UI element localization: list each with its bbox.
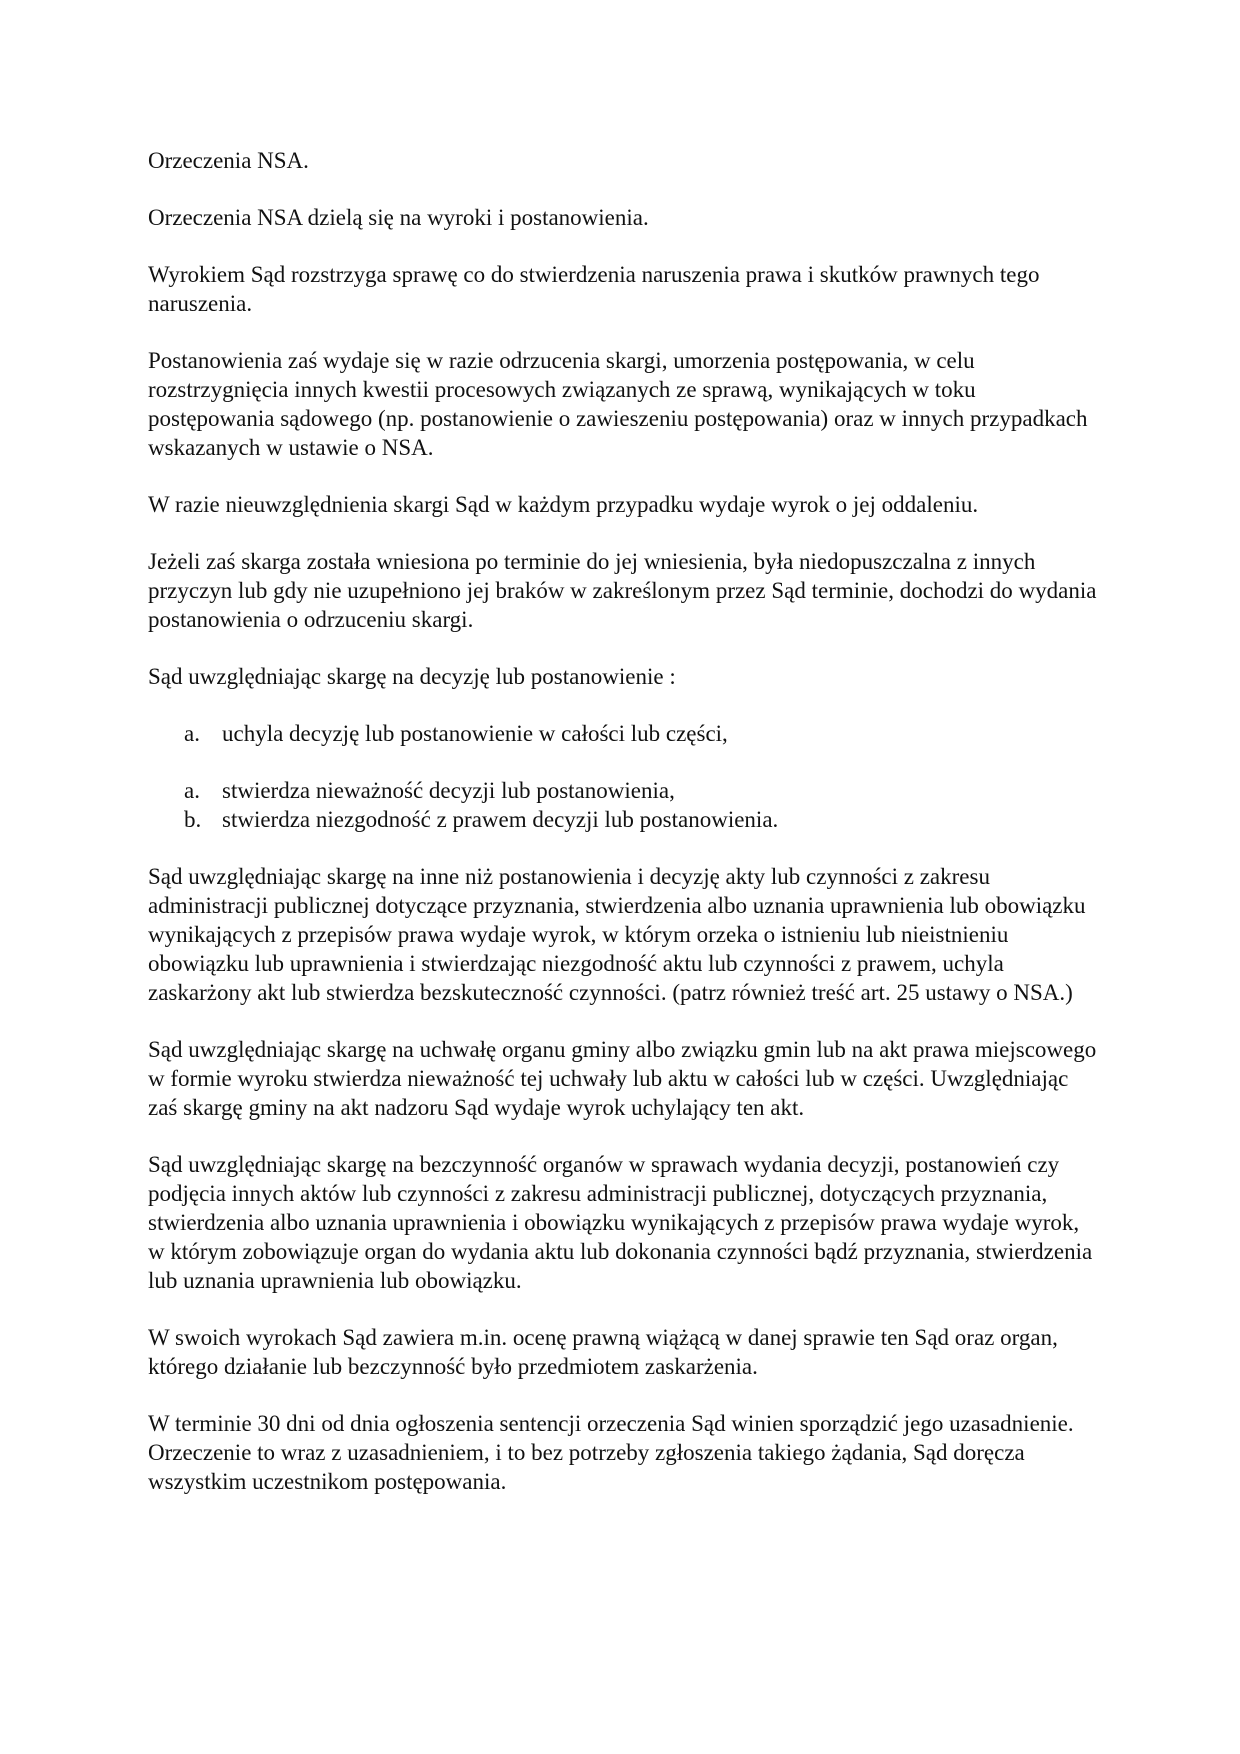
list-item (148, 776, 1098, 805)
list-marker: a. (184, 721, 200, 746)
paragraph-1: Orzeczenia NSA dzielą się na wyroki i postanowienia. (148, 205, 649, 230)
list-marker: a. (184, 778, 200, 803)
paragraph-9: Sąd uwzględniając skargę na bezczynność organów w sprawach wydania decyzji, postanowień czy podjęcia innych aktów lub czynności z zakresu administracji publicznej, dotyczących przyznania, stwierdzenia albo uznania uprawnienia i obowiązku wynikających z przepisów prawa wydaje wyrok, w którym zobowiązuje organ do wydania aktu lub dokonania czynności bądź przyznania, stwierdzenia lub uznania uprawnienia lub obowiązku. (148, 1152, 1093, 1293)
paragraph-7: Sąd uwzględniając skargę na inne niż postanowienia i decyzję akty lub czynności z zakresu administracji publicznej dotyczące przyznania, stwierdzenia albo uznania uprawnienia lub obowiązku wynikających z przepisów prawa wydaje wyrok, w którym orzeka o istnieniu lub nieistnieniu obowiązku lub uprawnienia i stwierdzając niezgodność aktu lub czynności z prawem, uchyla zaskarżony akt lub stwierdza bezskuteczność czynności. (patrz również treść art. 25 ustawy o NSA.) (148, 864, 1086, 1005)
list-item-text: stwierdza nieważność decyzji lub postanowienia, (222, 778, 675, 803)
document-page (148, 146, 1098, 1524)
list-item-text: stwierdza niezgodność z prawem decyzji lub postanowienia. (222, 807, 779, 832)
paragraph-11: W terminie 30 dni od dnia ogłoszenia sentencji orzeczenia Sąd winien sporządzić jego uzasadnienie. Orzeczenie to wraz z uzasadnieniem, i to bez potrzeby zgłoszenia takiego żądania, Sąd doręcza wszystkim uczestnikom postępowania. (148, 1411, 1074, 1494)
list-item (148, 719, 1098, 748)
paragraph-2: Wyrokiem Sąd rozstrzyga sprawę co do stwierdzenia naruszenia prawa i skutków prawnych tego naruszenia. (148, 262, 1040, 316)
list-second (148, 776, 1098, 834)
document-title: Orzeczenia NSA. (148, 148, 309, 173)
paragraph-8: Sąd uwzględniając skargę na uchwałę organu gminy albo związku gmin lub na akt prawa miejscowego w formie wyroku stwierdza nieważność tej uchwały lub aktu w całości lub w części. Uwzględniając zaś skargę gminy na akt nadzoru Sąd wydaje wyrok uchylający ten akt. (148, 1037, 1097, 1120)
paragraph-10: W swoich wyrokach Sąd zawiera m.in. ocenę prawną wiążącą w danej sprawie ten Sąd oraz organ, którego działanie lub bezczynność było przedmiotem zaskarżenia. (148, 1325, 1058, 1379)
list-marker: b. (184, 807, 202, 832)
paragraph-3: Postanowienia zaś wydaje się w razie odrzucenia skargi, umorzenia postępowania, w celu rozstrzygnięcia innych kwestii procesowych związanych ze sprawą, wynikających w toku postępowania sądowego (np. postanowienie o zawieszeniu postępowania) oraz w innych przypadkach wskazanych w ustawie o NSA. (148, 348, 1088, 460)
list-first (148, 719, 1098, 748)
paragraph-5: Jeżeli zaś skarga została wniesiona po terminie do jej wniesienia, była niedopuszczalna z innych przyczyn lub gdy nie uzupełniono jej braków w zakreślonym przez Sąd terminie, dochodzi do wydania postanowienia o odrzuceniu skargi. (148, 549, 1097, 632)
paragraph-6: Sąd uwzględniając skargę na decyzję lub postanowienie : (148, 664, 676, 689)
paragraph-4: W razie nieuwzględnienia skargi Sąd w każdym przypadku wydaje wyrok o jej oddaleniu. (148, 492, 979, 517)
list-item-text: uchyla decyzję lub postanowienie w całości lub części, (222, 721, 728, 746)
list-item (148, 805, 1098, 834)
